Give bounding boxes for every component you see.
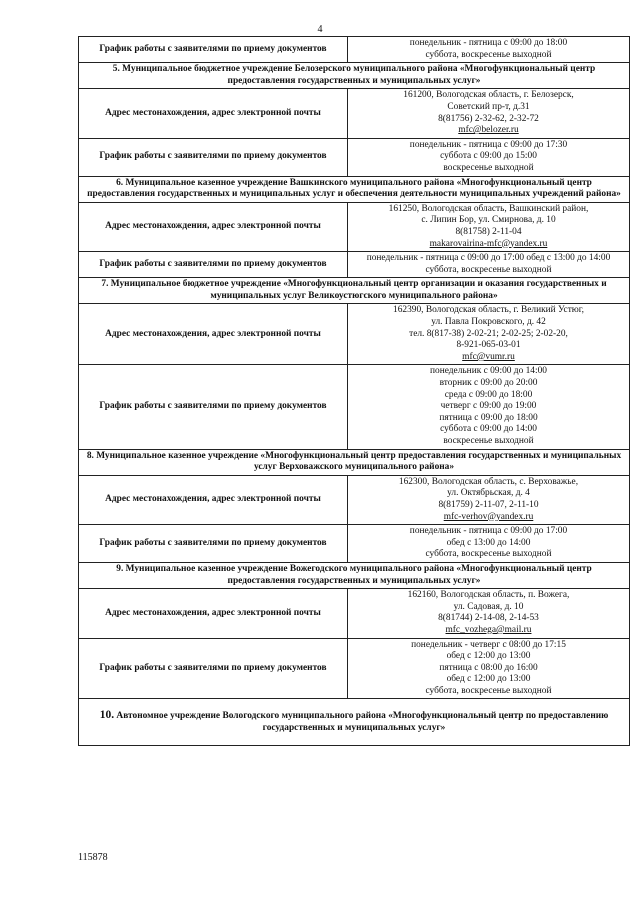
- section-number: 10.: [99, 709, 115, 722]
- value-line: пятница с 09:00 до 18:00: [439, 412, 538, 423]
- section-heading-row: [79, 449, 630, 475]
- value-line: понедельник - пятница с 09:00 до 18:00: [409, 38, 568, 48]
- value-line: понедельник - пятница с 09:00 до 17:30: [409, 139, 568, 150]
- section-heading-row: [79, 176, 630, 202]
- section-heading: 7. Муниципальное бюджетное учреждение «Многофункциональный центр организации и оказания государственных и муниципальных услуг Великоустюгского муниципального района»: [79, 278, 630, 304]
- value-line: понедельник - пятница с 09:00 до 17:00 обед с 13:00 до 14:00: [366, 253, 611, 264]
- value-line: 162160, Вологодская область, п. Вожега,: [407, 590, 570, 601]
- value-line: понедельник - четверг с 08:00 до 17:15: [411, 639, 566, 650]
- section-heading: 6. Муниципальное казенное учреждение Вашкинского муниципального района «Многофункциональный центр предоставления государственных и муниципальных услуг и обеспечения деятельности муниципальных учреждений района»: [79, 176, 630, 202]
- table-row: [79, 202, 630, 251]
- row-value: [348, 202, 630, 251]
- value-line: среда с 09:00 до 18:00: [444, 389, 533, 400]
- value-line: суббота с 09:00 до 15:00: [440, 151, 537, 162]
- row-label: График работы с заявителями по приему документов: [79, 638, 348, 699]
- value-line: суббота, воскресенье выходной: [425, 549, 552, 560]
- table-row: [79, 252, 630, 278]
- value-line: воскресенье выходной: [443, 436, 534, 446]
- row-value: [348, 365, 630, 449]
- row-value: [348, 304, 630, 365]
- row-value: [348, 525, 630, 563]
- section-heading: [79, 699, 630, 746]
- value-line: ул. Павла Покровского, д. 42: [431, 317, 546, 328]
- value-line: воскресенье выходной: [443, 162, 534, 173]
- section-heading-row: [79, 699, 630, 746]
- value-line: вторник с 09:00 до 20:00: [439, 378, 538, 389]
- value-line: 161200, Вологодская область, г. Белозерск,: [403, 90, 574, 101]
- row-value: [348, 475, 630, 524]
- value-line: ул. Октябрьская, д. 4: [447, 488, 530, 499]
- value-line: четверг с 09:00 до 19:00: [440, 401, 537, 412]
- row-value: [348, 138, 630, 176]
- value-line: 8(81756) 2-32-62, 2-32-72: [438, 113, 539, 124]
- row-label: Адрес местонахождения, адрес электронной почты: [79, 89, 348, 138]
- row-value: [348, 37, 630, 63]
- row-value: [348, 638, 630, 699]
- value-line: тел. 8(817-38) 2-02-21; 2-02-25; 2-02-20,: [409, 328, 568, 339]
- value-line: 8(81744) 2-14-08, 2-14-53: [438, 613, 539, 624]
- section-heading: 5. Муниципальное бюджетное учреждение Белозерского муниципального района «Многофункциональный центр предоставления государственных и муниципальных услуг»: [79, 63, 630, 89]
- value-line: с. Липин Бор, ул. Смирнова, д. 10: [421, 215, 556, 226]
- value-line: 162300, Вологодская область, с. Верховажье,: [398, 476, 579, 487]
- row-value: [348, 252, 630, 278]
- value-line: понедельник с 09:00 до 14:00: [430, 366, 547, 377]
- value-line: суббота с 09:00 до 14:00: [440, 424, 537, 435]
- value-line: Советский пр-т, д.31: [447, 101, 530, 112]
- row-label: Адрес местонахождения, адрес электронной почты: [79, 304, 348, 365]
- row-value: [348, 589, 630, 638]
- row-label: График работы с заявителями по приему документов: [79, 525, 348, 563]
- row-label: График работы с заявителями по приему документов: [79, 252, 348, 278]
- section-heading-row: [79, 562, 630, 588]
- row-value: [348, 89, 630, 138]
- section-heading: 9. Муниципальное казенное учреждение Вожегодского муниципального района «Многофункциональный центр предоставления государственных и муниципальных услуг»: [79, 562, 630, 588]
- value-line: суббота, воскресенье выходной: [425, 685, 552, 696]
- value-line: понедельник - пятница с 09:00 до 17:00: [409, 526, 568, 537]
- value-line: mfc-verhov@yandex.ru: [443, 511, 534, 522]
- mfc-directory-table: [78, 36, 630, 746]
- row-label: График работы с заявителями по приему документов: [79, 138, 348, 176]
- value-line: 8(81758) 2-11-04: [455, 226, 522, 237]
- row-label: График работы с заявителями по приему документов: [79, 37, 348, 63]
- section-title: Автономное учреждение Вологодского муниципального района «Многофункциональный центр по предоставлению государственных и муниципальных услуг»: [116, 711, 609, 733]
- value-line: обед с 12:00 до 13:00: [446, 674, 531, 685]
- table-row: [79, 525, 630, 563]
- table-row: [79, 638, 630, 699]
- table-row: [79, 475, 630, 524]
- value-line: суббота, воскресенье выходной: [425, 264, 552, 275]
- page-number: 4: [317, 24, 323, 35]
- value-line: mfc@vumr.ru: [462, 351, 515, 362]
- table-row: [79, 138, 630, 176]
- value-line: обед с 13:00 до 14:00: [446, 537, 531, 548]
- section-heading: 8. Муниципальное казенное учреждение «Многофункциональный центр предоставления государственных и муниципальных услуг Верховажского муниципального района»: [79, 449, 630, 475]
- table-row: [79, 304, 630, 365]
- value-line: суббота, воскресенье выходной: [425, 49, 552, 60]
- table-row: [79, 89, 630, 138]
- value-line: 8-921-065-03-01: [456, 340, 521, 351]
- value-line: пятница с 08:00 до 16:00: [439, 662, 538, 673]
- row-label: Адрес местонахождения, адрес электронной почты: [79, 202, 348, 251]
- table-row: [79, 37, 630, 63]
- row-label: Адрес местонахождения, адрес электронной почты: [79, 475, 348, 524]
- value-line: makarovairina-mfc@yandex.ru: [429, 238, 548, 249]
- value-line: mfc_vozhega@mail.ru: [445, 624, 532, 635]
- row-label: Адрес местонахождения, адрес электронной почты: [79, 589, 348, 638]
- table-row: [79, 589, 630, 638]
- row-label: График работы с заявителями по приему документов: [79, 365, 348, 449]
- value-line: 161250, Вологодская область, Вашкинский район,: [388, 203, 589, 214]
- footer-document-code: 115878: [78, 852, 108, 863]
- table-body: [79, 37, 630, 746]
- value-line: ул. Садовая, д. 10: [453, 601, 524, 612]
- value-line: обед с 12:00 до 13:00: [446, 651, 531, 662]
- value-line: mfc@belozer.ru: [458, 125, 519, 136]
- section-heading-row: [79, 278, 630, 304]
- table-row: [79, 365, 630, 449]
- value-line: 162390, Вологодская область, г. Великий Устюг,: [393, 305, 584, 316]
- section-heading-row: [79, 63, 630, 89]
- value-line: 8(81759) 2-11-07, 2-11-10: [438, 499, 539, 510]
